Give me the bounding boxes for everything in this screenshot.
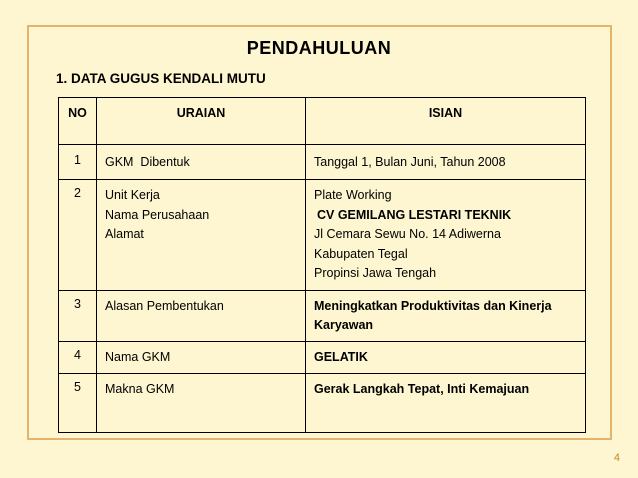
row-isian [306, 180, 586, 291]
row-no: 3 [59, 290, 97, 341]
table-header-row [59, 98, 586, 145]
table-row [59, 341, 586, 374]
uraian-line: GKM Dibentuk [105, 155, 190, 169]
isian-line: Propinsi Jawa Tengah [314, 266, 437, 280]
row-no: 1 [59, 145, 97, 180]
header-no: NO [59, 98, 97, 145]
row-uraian [97, 180, 306, 291]
slide-title: PENDAHULUAN [246, 38, 392, 58]
isian-line: GELATIK [314, 349, 368, 364]
uraian-line: Unit Kerja [105, 188, 160, 202]
header-uraian: URAIAN [97, 98, 306, 145]
isian-line: Jl Cemara Sewu No. 14 Adiwerna [314, 227, 501, 241]
isian-line: Tanggal 1, Bulan Juni, Tahun 2008 [314, 155, 506, 169]
uraian-line: Makna GKM [105, 382, 175, 396]
row-uraian [97, 145, 306, 180]
header-isian: ISIAN [306, 98, 586, 145]
uraian-line: Nama GKM [105, 349, 171, 364]
row-uraian [97, 290, 306, 341]
table-row [59, 290, 586, 341]
row-isian [306, 374, 586, 433]
uraian-line: Alamat [105, 227, 144, 241]
row-no: 5 [59, 374, 97, 433]
uraian-line: Alasan Pembentukan [105, 298, 224, 313]
section-subtitle: 1. DATA GUGUS KENDALI MUTU [56, 71, 266, 86]
page-number: 4 [613, 452, 620, 464]
row-uraian [97, 341, 306, 374]
isian-line: Meningkatkan Produktivitas dan Kinerja Karyawan [314, 298, 552, 332]
data-table [58, 97, 586, 433]
isian-line: Gerak Langkah Tepat, Inti Kemajuan [314, 382, 530, 396]
uraian-line: Nama Perusahaan [105, 207, 210, 222]
company-name: CV GEMILANG LESTARI TEKNIK [317, 207, 512, 222]
row-isian [306, 145, 586, 180]
row-uraian [97, 374, 306, 433]
row-isian [306, 290, 586, 341]
row-isian [306, 341, 586, 374]
row-no: 2 [59, 180, 97, 291]
table-row [59, 374, 586, 433]
table-row [59, 180, 586, 291]
row-no: 4 [59, 341, 97, 374]
isian-line: Plate Working [314, 188, 392, 202]
table-row [59, 145, 586, 180]
isian-line: Kabupaten Tegal [314, 246, 408, 261]
